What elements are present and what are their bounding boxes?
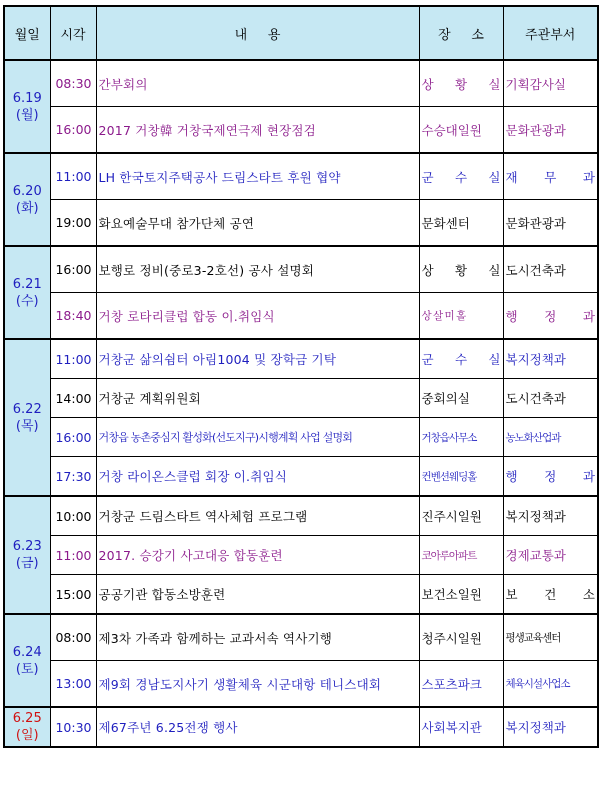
schedule-row [4,575,598,615]
time-cell: 14:00 [50,379,96,418]
schedule-row [4,60,598,107]
dept-cell: 복지정책과 [503,707,598,747]
date-label: 6.21 [12,276,42,292]
place-cell: 사회복지관 [419,707,503,747]
place-cell: 군 수 실 [419,339,503,379]
place-cell: 상 살 미 홀 [419,293,503,340]
time-cell: 11:00 [50,536,96,575]
header-date: 월일 [4,6,50,60]
header-dept: 주관부서 [503,6,598,60]
schedule-row [4,496,598,536]
time-cell: 13:00 [50,661,96,708]
place-cell: 진주시일원 [419,496,503,536]
schedule-row [4,339,598,379]
schedule-row [4,457,598,497]
day-of-week-label: (일) [15,728,39,743]
date-cell [4,153,50,246]
dept-cell: 재 무 과 [503,153,598,200]
place-cell: 문화센터 [419,200,503,247]
place-cell: 상 황 실 [419,246,503,293]
date-label: 6.25 [12,711,42,726]
dept-cell: 문화관광과 [503,107,598,154]
header-time: 시각 [50,6,96,60]
date-label: 6.19 [12,90,42,106]
schedule-row [4,661,598,708]
content-cell: 거창군 드림스타트 역사체험 프로그램 [96,496,419,536]
time-cell: 10:00 [50,496,96,536]
schedule-row [4,107,598,154]
schedule-row [4,418,598,457]
content-cell: 거창군 삶의쉼터 아림1004 및 장학금 기탁 [96,339,419,379]
day-of-week-label: (토) [15,661,39,677]
time-cell: 08:00 [50,614,96,661]
place-cell: 상 황 실 [419,60,503,107]
schedule-row [4,246,598,293]
date-cell [4,339,50,496]
schedule-row [4,707,598,747]
schedule-row [4,614,598,661]
schedule-row [4,200,598,247]
content-cell: 제67주년 6.25전쟁 행사 [96,707,419,747]
dept-cell: 체육시설사업소 [503,661,598,708]
schedule-table [3,5,599,748]
schedule-row [4,536,598,575]
place-cell: 컨벤션웨딩홀 [419,457,503,497]
time-cell: 10:30 [50,707,96,747]
time-cell: 08:30 [50,60,96,107]
content-cell: 간부회의 [96,60,419,107]
dept-cell: 도시건축과 [503,379,598,418]
header-row [4,6,598,60]
dept-cell: 행 정 과 [503,457,598,497]
day-of-week-label: (금) [15,556,39,571]
dept-cell: 보 건 소 [503,575,598,615]
place-cell: 보건소일원 [419,575,503,615]
day-of-week-label: (수) [15,293,39,309]
schedule-row [4,379,598,418]
date-label: 6.23 [12,539,42,554]
place-cell: 수승대일원 [419,107,503,154]
day-of-week-label: (화) [15,200,39,216]
content-cell: 보행로 정비(중로3-2호선) 공사 설명회 [96,246,419,293]
time-cell: 17:30 [50,457,96,497]
time-cell: 11:00 [50,153,96,200]
time-cell: 18:40 [50,293,96,340]
content-cell: 2017 거창韓 거창국제연극제 현장점검 [96,107,419,154]
dept-cell: 복지정책과 [503,339,598,379]
dept-cell: 기획감사실 [503,60,598,107]
time-cell: 16:00 [50,418,96,457]
content-cell: 제3차 가족과 함께하는 교과서속 역사기행 [96,614,419,661]
day-of-week-label: (목) [15,418,39,434]
place-cell: 거창읍사무소 [419,418,503,457]
dept-cell: 농노화산업과 [503,418,598,457]
date-cell [4,496,50,614]
dept-cell: 복지정책과 [503,496,598,536]
date-label: 6.20 [12,183,42,199]
content-cell: 거창 라이온스클럽 회장 이.취임식 [96,457,419,497]
place-cell: 청주시일원 [419,614,503,661]
date-cell [4,246,50,339]
day-of-week-label: (월) [15,107,39,123]
header-place: 장 소 [419,6,503,60]
time-cell: 16:00 [50,107,96,154]
content-cell: 공공기관 합동소방훈련 [96,575,419,615]
place-cell: 중회의실 [419,379,503,418]
date-label: 6.22 [12,401,42,417]
place-cell: 스포츠파크 [419,661,503,708]
date-label: 6.24 [12,644,42,660]
place-cell: 코아루아파트 [419,536,503,575]
dept-cell: 문화관광과 [503,200,598,247]
content-cell: 거창군 계획위원회 [96,379,419,418]
date-cell [4,707,50,747]
content-cell: 제9회 경남도지사기 생활체육 시군대항 테니스대회 [96,661,419,708]
dept-cell: 경제교통과 [503,536,598,575]
time-cell: 15:00 [50,575,96,615]
content-cell: 거창 로타리클럽 합동 이.취임식 [96,293,419,340]
dept-cell: 도시건축과 [503,246,598,293]
time-cell: 11:00 [50,339,96,379]
content-cell: LH 한국토지주택공사 드림스타트 후원 협약 [96,153,419,200]
content-cell: 거창읍 농촌중심지 활성화(선도지구)시행계획 사업 설명회 [96,418,419,457]
schedule-row [4,293,598,340]
date-cell [4,614,50,707]
dept-cell: 행 정 과 [503,293,598,340]
content-cell: 화요예술무대 참가단체 공연 [96,200,419,247]
time-cell: 16:00 [50,246,96,293]
place-cell: 군 수 실 [419,153,503,200]
schedule-row [4,153,598,200]
dept-cell: 평생교육센터 [503,614,598,661]
header-content: 내 용 [96,6,419,60]
content-cell: 2017. 승강기 사고대응 합동훈련 [96,536,419,575]
date-cell [4,60,50,153]
time-cell: 19:00 [50,200,96,247]
